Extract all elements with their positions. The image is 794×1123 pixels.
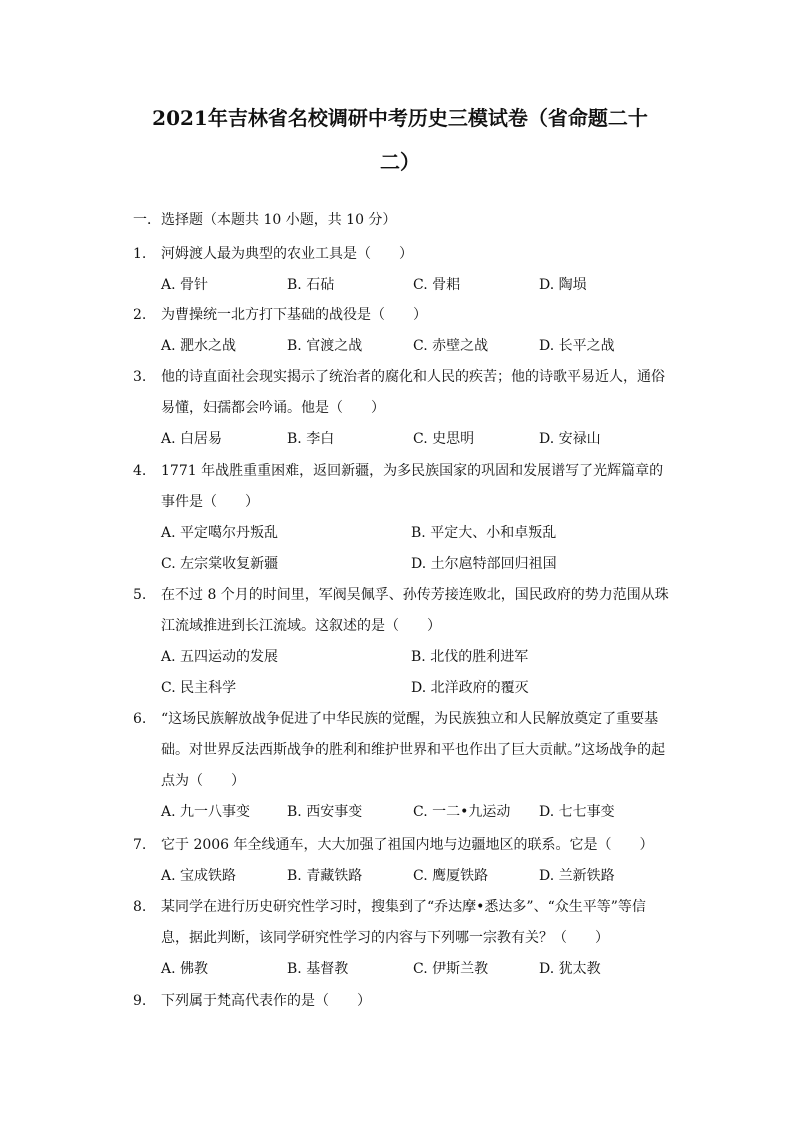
options: [161, 331, 673, 362]
question-number: 7.: [133, 837, 147, 853]
question-number: 9.: [133, 993, 147, 1009]
question-2: [133, 300, 673, 362]
section-header: 一．选择题（本题共 10 小题，共 10 分）: [133, 212, 397, 228]
exam-title: [130, 96, 670, 184]
question-text: 下列属于梵高代表作的是（ ）: [161, 993, 371, 1009]
option-d[interactable]: D. 北洋政府的覆灭: [411, 680, 529, 696]
question-text: 为曹操统一北方打下基础的战役是（ ）: [161, 307, 427, 323]
option-a[interactable]: A. 佛教: [161, 961, 209, 977]
question-1: [133, 239, 673, 301]
option-c[interactable]: C. 鹰厦铁路: [413, 868, 489, 884]
option-b[interactable]: B. 西安事变: [287, 804, 363, 820]
question-3: [133, 362, 673, 455]
question-text: 在不过 8 个月的时间里，军阀吴佩孚、孙传芳接连败北，国民政府的势力范围从珠江流域推进到长江流域。这叙述的是（ ）: [161, 587, 669, 634]
options: [161, 642, 673, 704]
question-number: 8.: [133, 899, 147, 915]
option-b[interactable]: B. 石砧: [287, 277, 335, 293]
options: [161, 424, 673, 455]
option-d[interactable]: D. 陶埙: [539, 277, 587, 293]
option-c[interactable]: C. 一二•九运动: [413, 804, 511, 820]
question-6: [133, 704, 673, 828]
option-a[interactable]: A. 九一八事变: [161, 804, 251, 820]
option-a[interactable]: A. 平定噶尔丹叛乱: [161, 525, 279, 541]
option-a[interactable]: A. 淝水之战: [161, 338, 237, 354]
option-c[interactable]: C. 民主科学: [161, 680, 237, 696]
title-line-1: 2021年吉林省名校调研中考历史三模试卷（省命题二十: [152, 106, 648, 130]
question-text: 某同学在进行历史研究性学习时，搜集到了“乔达摩•悉达多”、“众生平等”等信息，据此判断，该同学研究性学习的内容与下列哪一宗教有关？（ ）: [161, 899, 646, 946]
question-5: [133, 580, 673, 704]
options: [161, 861, 673, 892]
question-text: 他的诗直面社会现实揭示了统治者的腐化和人民的疾苦；他的诗歌平易近人，通俗易懂，妇孺都会吟诵。他是（ ）: [161, 369, 665, 416]
option-b[interactable]: B. 基督教: [287, 961, 349, 977]
question-4: [133, 456, 673, 580]
option-a[interactable]: A. 五四运动的发展: [161, 649, 279, 665]
question-8: [133, 892, 673, 985]
question-text: 河姆渡人最为典型的农业工具是（ ）: [161, 246, 413, 262]
option-b[interactable]: B. 官渡之战: [287, 338, 363, 354]
option-c[interactable]: C. 赤壁之战: [413, 338, 489, 354]
option-c[interactable]: C. 伊斯兰教: [413, 961, 489, 977]
question-number: 4.: [133, 463, 147, 479]
option-b[interactable]: B. 北伐的胜利进军: [411, 649, 529, 665]
question-7: [133, 830, 673, 892]
option-b[interactable]: B. 平定大、小和卓叛乱: [411, 525, 557, 541]
options: [161, 518, 673, 580]
option-c[interactable]: C. 史思明: [413, 431, 475, 447]
options: [161, 270, 673, 301]
title-line-2: 二）: [380, 150, 420, 174]
option-a[interactable]: A. 骨针: [161, 277, 209, 293]
question-number: 5.: [133, 587, 147, 603]
option-c[interactable]: C. 骨耜: [413, 277, 461, 293]
question-9: [133, 986, 673, 1017]
question-number: 6.: [133, 711, 147, 727]
option-a[interactable]: A. 宝成铁路: [161, 868, 237, 884]
option-d[interactable]: D. 犹太教: [539, 961, 601, 977]
question-number: 3.: [133, 369, 147, 385]
option-d[interactable]: D. 兰新铁路: [539, 868, 615, 884]
options: [161, 797, 673, 828]
option-b[interactable]: B. 李白: [287, 431, 335, 447]
options: [161, 954, 673, 985]
question-text: 它于 2006 年全线通车，大大加强了祖国内地与边疆地区的联系。它是（ ）: [161, 837, 654, 853]
question-text: 1771 年战胜重重困难，返回新疆，为多民族国家的巩固和发展谱写了光辉篇章的事件是（ ）: [161, 463, 664, 510]
question-text: “这场民族解放战争促进了中华民族的觉醒，为民族独立和人民解放奠定了重要基础。对世界反法西斯战争的胜利和维护世界和平也作出了巨大贡献。”这场战争的起点为（ ）: [161, 711, 666, 789]
option-d[interactable]: D. 七七事变: [539, 804, 615, 820]
option-d[interactable]: D. 土尔扈特部回归祖国: [411, 556, 557, 572]
option-d[interactable]: D. 安禄山: [539, 431, 601, 447]
question-number: 1.: [133, 246, 147, 262]
option-b[interactable]: B. 青藏铁路: [287, 868, 363, 884]
option-a[interactable]: A. 白居易: [161, 431, 223, 447]
option-d[interactable]: D. 长平之战: [539, 338, 615, 354]
option-c[interactable]: C. 左宗棠收复新疆: [161, 556, 279, 572]
question-number: 2.: [133, 307, 147, 323]
